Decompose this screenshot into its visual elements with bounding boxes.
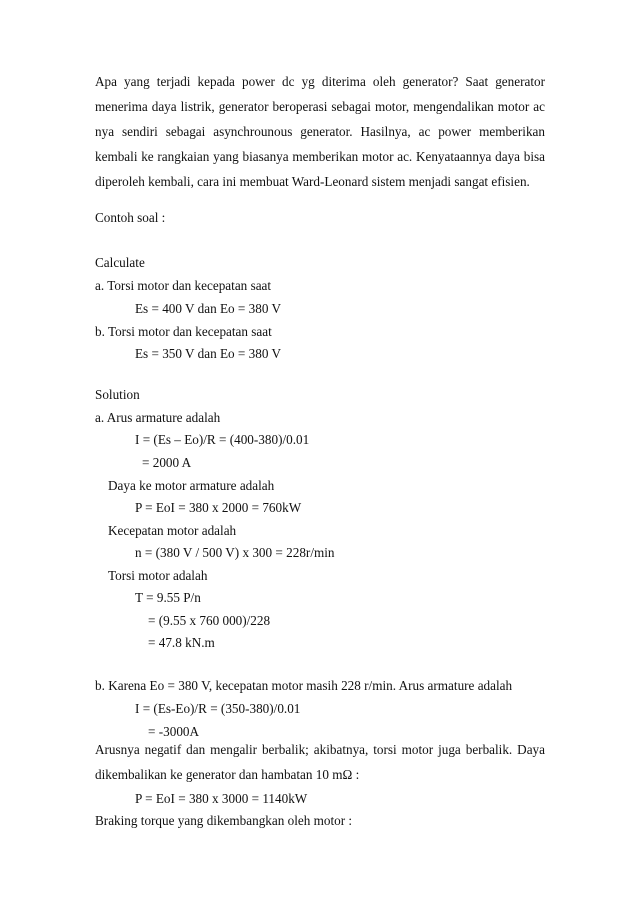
solution-torque-equation-1: T = 9.55 P/n	[135, 590, 201, 605]
problem-calculate: Calculate	[95, 255, 145, 270]
solution-torque-equation-3: = 47.8 kN.m	[148, 635, 215, 650]
problem-a-condition: Es = 400 V dan Eo = 380 V	[135, 301, 282, 316]
solution-b-paragraph: Arusnya negatif dan mengalir berbalik; akibatnya, torsi motor juga berbalik. Daya dikembalikan ke generator dan hambatan 10 mΩ :	[95, 742, 545, 782]
solution-a-label: a. Arus armature adalah	[95, 410, 221, 425]
solution-b-power-equation: P = EoI = 380 x 3000 = 1140kW	[135, 791, 308, 806]
solution-speed-label: Kecepatan motor adalah	[108, 523, 237, 538]
solution-heading: Solution	[95, 387, 140, 402]
intro-paragraph: Apa yang terjadi kepada power dc yg diterima oleh generator? Saat generator menerima daya listrik, generator beroperasi sebagai motor, mengendalikan motor ac nya sendiri sebagai asynchrounous generator. Hasilnya, ac power memberikan kembali ke rangkaian yang biasanya memberikan motor ac. Kenyataannya daya bisa diperoleh kembali, cara ini membuat Ward-Leonard sistem menjadi sangat efisien.	[95, 74, 545, 189]
solution-a-equation-1: I = (Es – Eo)/R = (400-380)/0.01	[135, 432, 310, 447]
problem-b-label: b. Torsi motor dan kecepatan saat	[95, 324, 272, 339]
solution-torque-equation-2: = (9.55 x 760 000)/228	[148, 613, 271, 628]
solution-a-equation-2: = 2000 A	[142, 455, 192, 470]
solution-speed-equation: n = (380 V / 500 V) x 300 = 228r/min	[135, 545, 335, 560]
solution-braking-label: Braking torque yang dikembangkan oleh motor :	[95, 813, 353, 828]
example-heading: Contoh soal :	[95, 210, 166, 225]
solution-b-equation-2: = -3000A	[148, 724, 200, 739]
solution-power-equation: P = EoI = 380 x 2000 = 760kW	[135, 500, 302, 515]
problem-b-condition: Es = 350 V dan Eo = 380 V	[135, 346, 282, 361]
solution-torque-label: Torsi motor adalah	[108, 568, 208, 583]
solution-b-label: b. Karena Eo = 380 V, kecepatan motor masih 228 r/min. Arus armature adalah	[95, 678, 513, 693]
problem-a-label: a. Torsi motor dan kecepatan saat	[95, 278, 272, 293]
solution-b-equation-1: I = (Es-Eo)/R = (350-380)/0.01	[135, 701, 301, 716]
solution-power-label: Daya ke motor armature adalah	[108, 478, 275, 493]
